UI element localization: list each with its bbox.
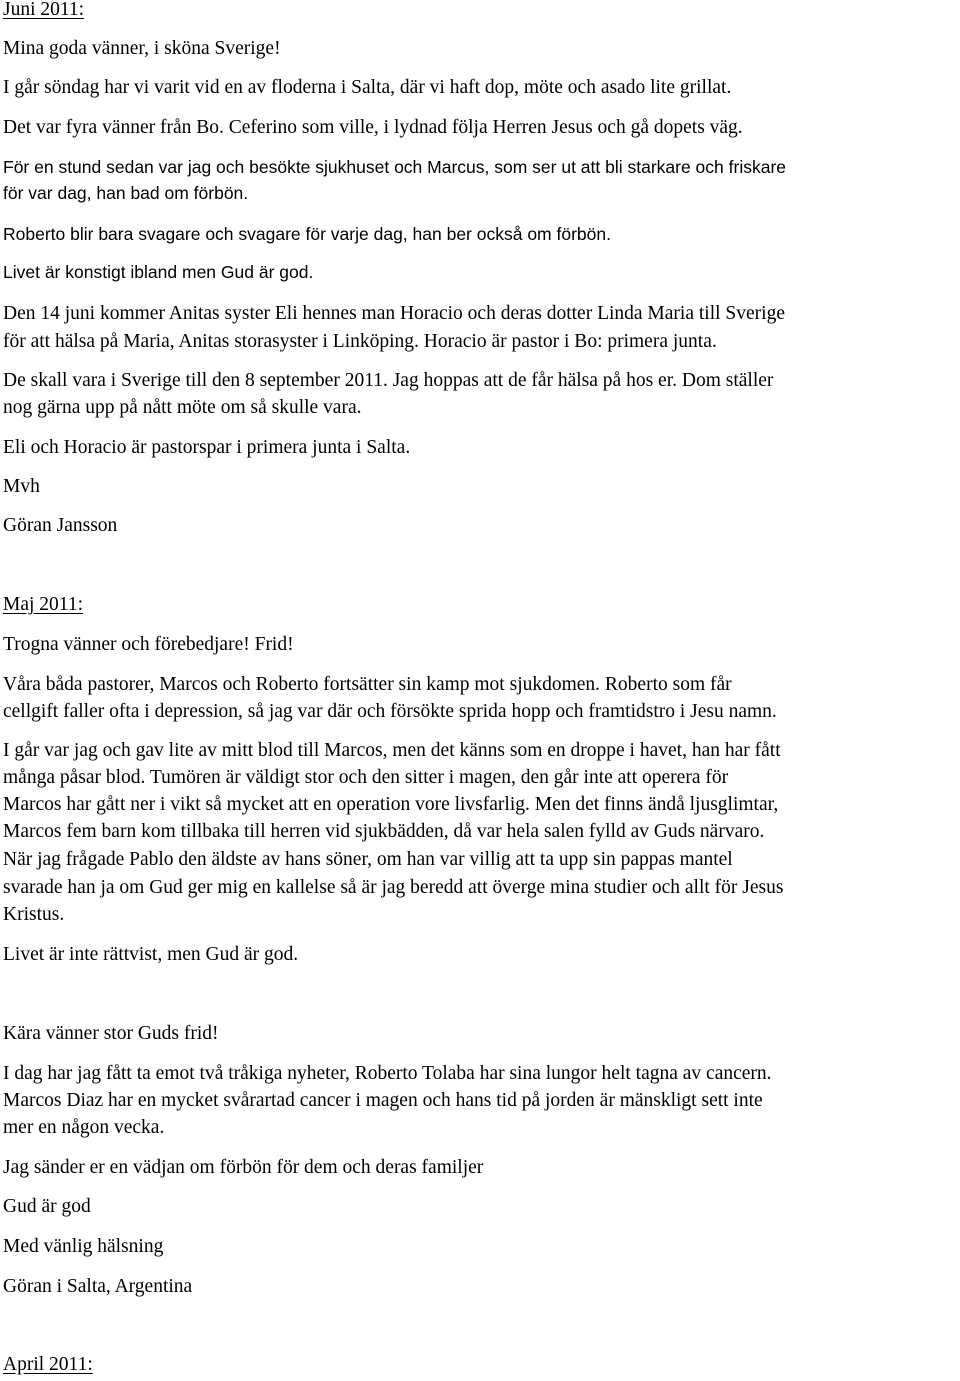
paragraph-line: I går var jag och gav lite av mitt blod till Marcos, men det känns som en droppe i havet, han har fått: [3, 740, 781, 761]
paragraph-line: Roberto blir bara svagare och svagare för varje dag, han ber också om förbön.: [3, 224, 611, 244]
paragraph-line: svarade han ja om Gud ger mig en kallelse så är jag beredd att överge mina studier och allt för Jesus: [3, 877, 784, 898]
signature-line: Göran i Salta, Argentina: [3, 1276, 193, 1297]
section-heading-june-2011: Juni 2011:: [3, 0, 85, 20]
paragraph-line: Jag sänder er en vädjan om förbön för dem och deras familjer: [3, 1157, 484, 1178]
paragraph-line: Livet är konstigt ibland men Gud är god.: [3, 262, 314, 282]
paragraph-line: Gud är god: [3, 1196, 91, 1217]
paragraph-line: Kristus.: [3, 904, 65, 925]
paragraph-line: nog gärna upp på nått möte om så skulle vara.: [3, 397, 362, 418]
paragraph-line: I går söndag har vi varit vid en av floderna i Salta, där vi haft dop, möte och asado lite grillat.: [3, 77, 732, 98]
paragraph-line: Våra båda pastorer, Marcos och Roberto fortsätter sin kamp mot sjukdomen. Roberto som får: [3, 674, 732, 695]
paragraph-line: Marcos Diaz har en mycket svårartad cancer i magen och hans tid på jorden är mänskligt sett inte: [3, 1090, 763, 1111]
paragraph-line: Marcos fem barn kom tillbaka till herren vid sjukbädden, då var hela salen fylld av Guds närvaro.: [3, 821, 765, 842]
paragraph-line: för att hälsa på Maria, Anitas storasyster i Linköping. Horacio är pastor i Bo: primera junta.: [3, 331, 717, 352]
paragraph-line: Mvh: [3, 476, 40, 497]
paragraph-line: För en stund sedan var jag och besökte sjukhuset och Marcus, som ser ut att bli starkare och friskare: [3, 157, 787, 177]
section-heading-april-2011: April 2011:: [3, 1354, 93, 1375]
paragraph-line: för var dag, han bad om förbön.: [3, 183, 249, 203]
paragraph-line: Kära vänner stor Guds frid!: [3, 1023, 219, 1044]
section-heading-may-2011: Maj 2011:: [3, 594, 83, 615]
paragraph-line: Mina goda vänner, i sköna Sverige!: [3, 38, 281, 59]
paragraph-line: Det var fyra vänner från Bo. Ceferino som ville, i lydnad följa Herren Jesus och gå dopets väg.: [3, 117, 743, 138]
paragraph-line: När jag frågade Pablo den äldste av hans söner, om han var villig att ta upp sin pappas mantel: [3, 849, 733, 870]
paragraph-line: I dag har jag fått ta emot två tråkiga nyheter, Roberto Tolaba har sina lungor helt tagna av cancern.: [3, 1063, 772, 1084]
paragraph-line: Trogna vänner och förebedjare! Frid!: [3, 634, 294, 655]
signature-line: Göran Jansson: [3, 515, 118, 536]
paragraph-line: många påsar blod. Tumören är väldigt stor och den sitter i magen, den går inte att operera för: [3, 767, 729, 788]
paragraph-line: Livet är inte rättvist, men Gud är god.: [3, 944, 299, 965]
paragraph-line: Den 14 juni kommer Anitas syster Eli hennes man Horacio och deras dotter Linda Maria till Sverige: [3, 303, 785, 324]
paragraph-line: Marcos har gått ner i vikt så mycket att en operation vore livsfarlig. Men det finns ändå ljusglimtar,: [3, 794, 779, 815]
paragraph-line: Med vänlig hälsning: [3, 1236, 164, 1257]
paragraph-line: mer en någon vecka.: [3, 1117, 165, 1138]
paragraph-line: Eli och Horacio är pastorspar i primera junta i Salta.: [3, 437, 411, 458]
paragraph-line: De skall vara i Sverige till den 8 september 2011. Jag hoppas att de får hälsa på hos er. Dom ställer: [3, 370, 774, 391]
paragraph-line: cellgift faller ofta i depression, så jag var där och försökte sprida hopp och framtidstro i Jesu namn.: [3, 701, 777, 722]
